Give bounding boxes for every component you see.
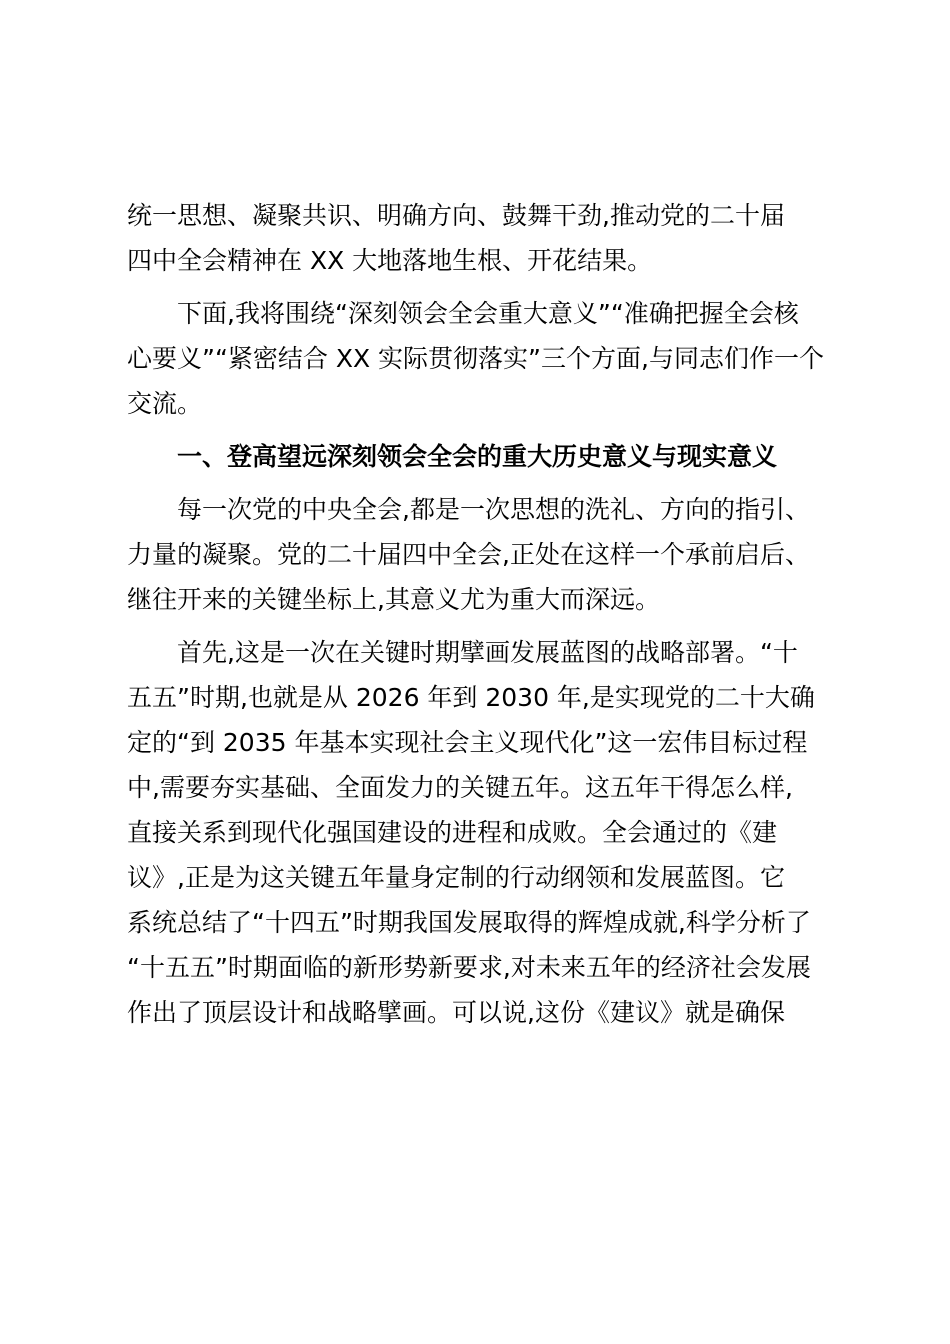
- section-heading: [127, 434, 827, 479]
- text-line: 直接关系到现代化强国建设的进程和成败。全会通过的《建: [127, 818, 778, 847]
- text-line: 四中全会精神在 XX 大地落地生根、开花结果。: [127, 246, 653, 275]
- section-heading-text: 一、登高望远深刻领会全会的重大历史意义与现实意义: [177, 442, 778, 471]
- text-line: 作出了顶层设计和战略擘画。可以说,这份《建议》就是确保: [127, 998, 785, 1027]
- text-line: 统一思想、凝聚共识、明确方向、鼓舞干劲,推动党的二十届: [127, 201, 785, 230]
- text-line: 每一次党的中央全会,都是一次思想的洗礼、方向的指引、: [177, 495, 810, 524]
- text-line: 中,需要夯实基础、全面发力的关键五年。这五年干得怎么样,: [127, 773, 793, 802]
- text-line: 下面,我将围绕“深刻领会全会重大意义”“准确把握全会核: [177, 299, 799, 328]
- paragraph-outline: [127, 291, 827, 426]
- text-line: 定的“到 2035 年基本实现社会主义现代化”这一宏伟目标过程: [127, 728, 808, 757]
- text-line: 力量的凝聚。党的二十届四中全会,正处在这样一个承前启后、: [127, 540, 810, 569]
- text-line: 心要义”“紧密结合 XX 实际贯彻落实”三个方面,与同志们作一个: [127, 344, 824, 373]
- text-line: 交流。: [127, 389, 203, 418]
- document-body: [127, 193, 827, 1035]
- paragraph-significance: [127, 487, 827, 622]
- text-line: 继往开来的关键坐标上,其意义尤为重大而深远。: [127, 585, 660, 614]
- paragraph-opening: [127, 193, 827, 283]
- text-line: 议》,正是为这关键五年量身定制的行动纲领和发展蓝图。它: [127, 863, 785, 892]
- text-line: 首先,这是一次在关键时期擘画发展蓝图的战略部署。“十: [177, 638, 798, 667]
- text-line: 系统总结了“十四五”时期我国发展取得的辉煌成就,科学分析了: [127, 908, 811, 937]
- paragraph-first-point: [127, 630, 827, 1035]
- text-line: 五五”时期,也就是从 2026 年到 2030 年,是实现党的二十大确: [127, 683, 815, 712]
- text-line: “十五五”时期面临的新形势新要求,对未来五年的经济社会发展: [127, 953, 811, 982]
